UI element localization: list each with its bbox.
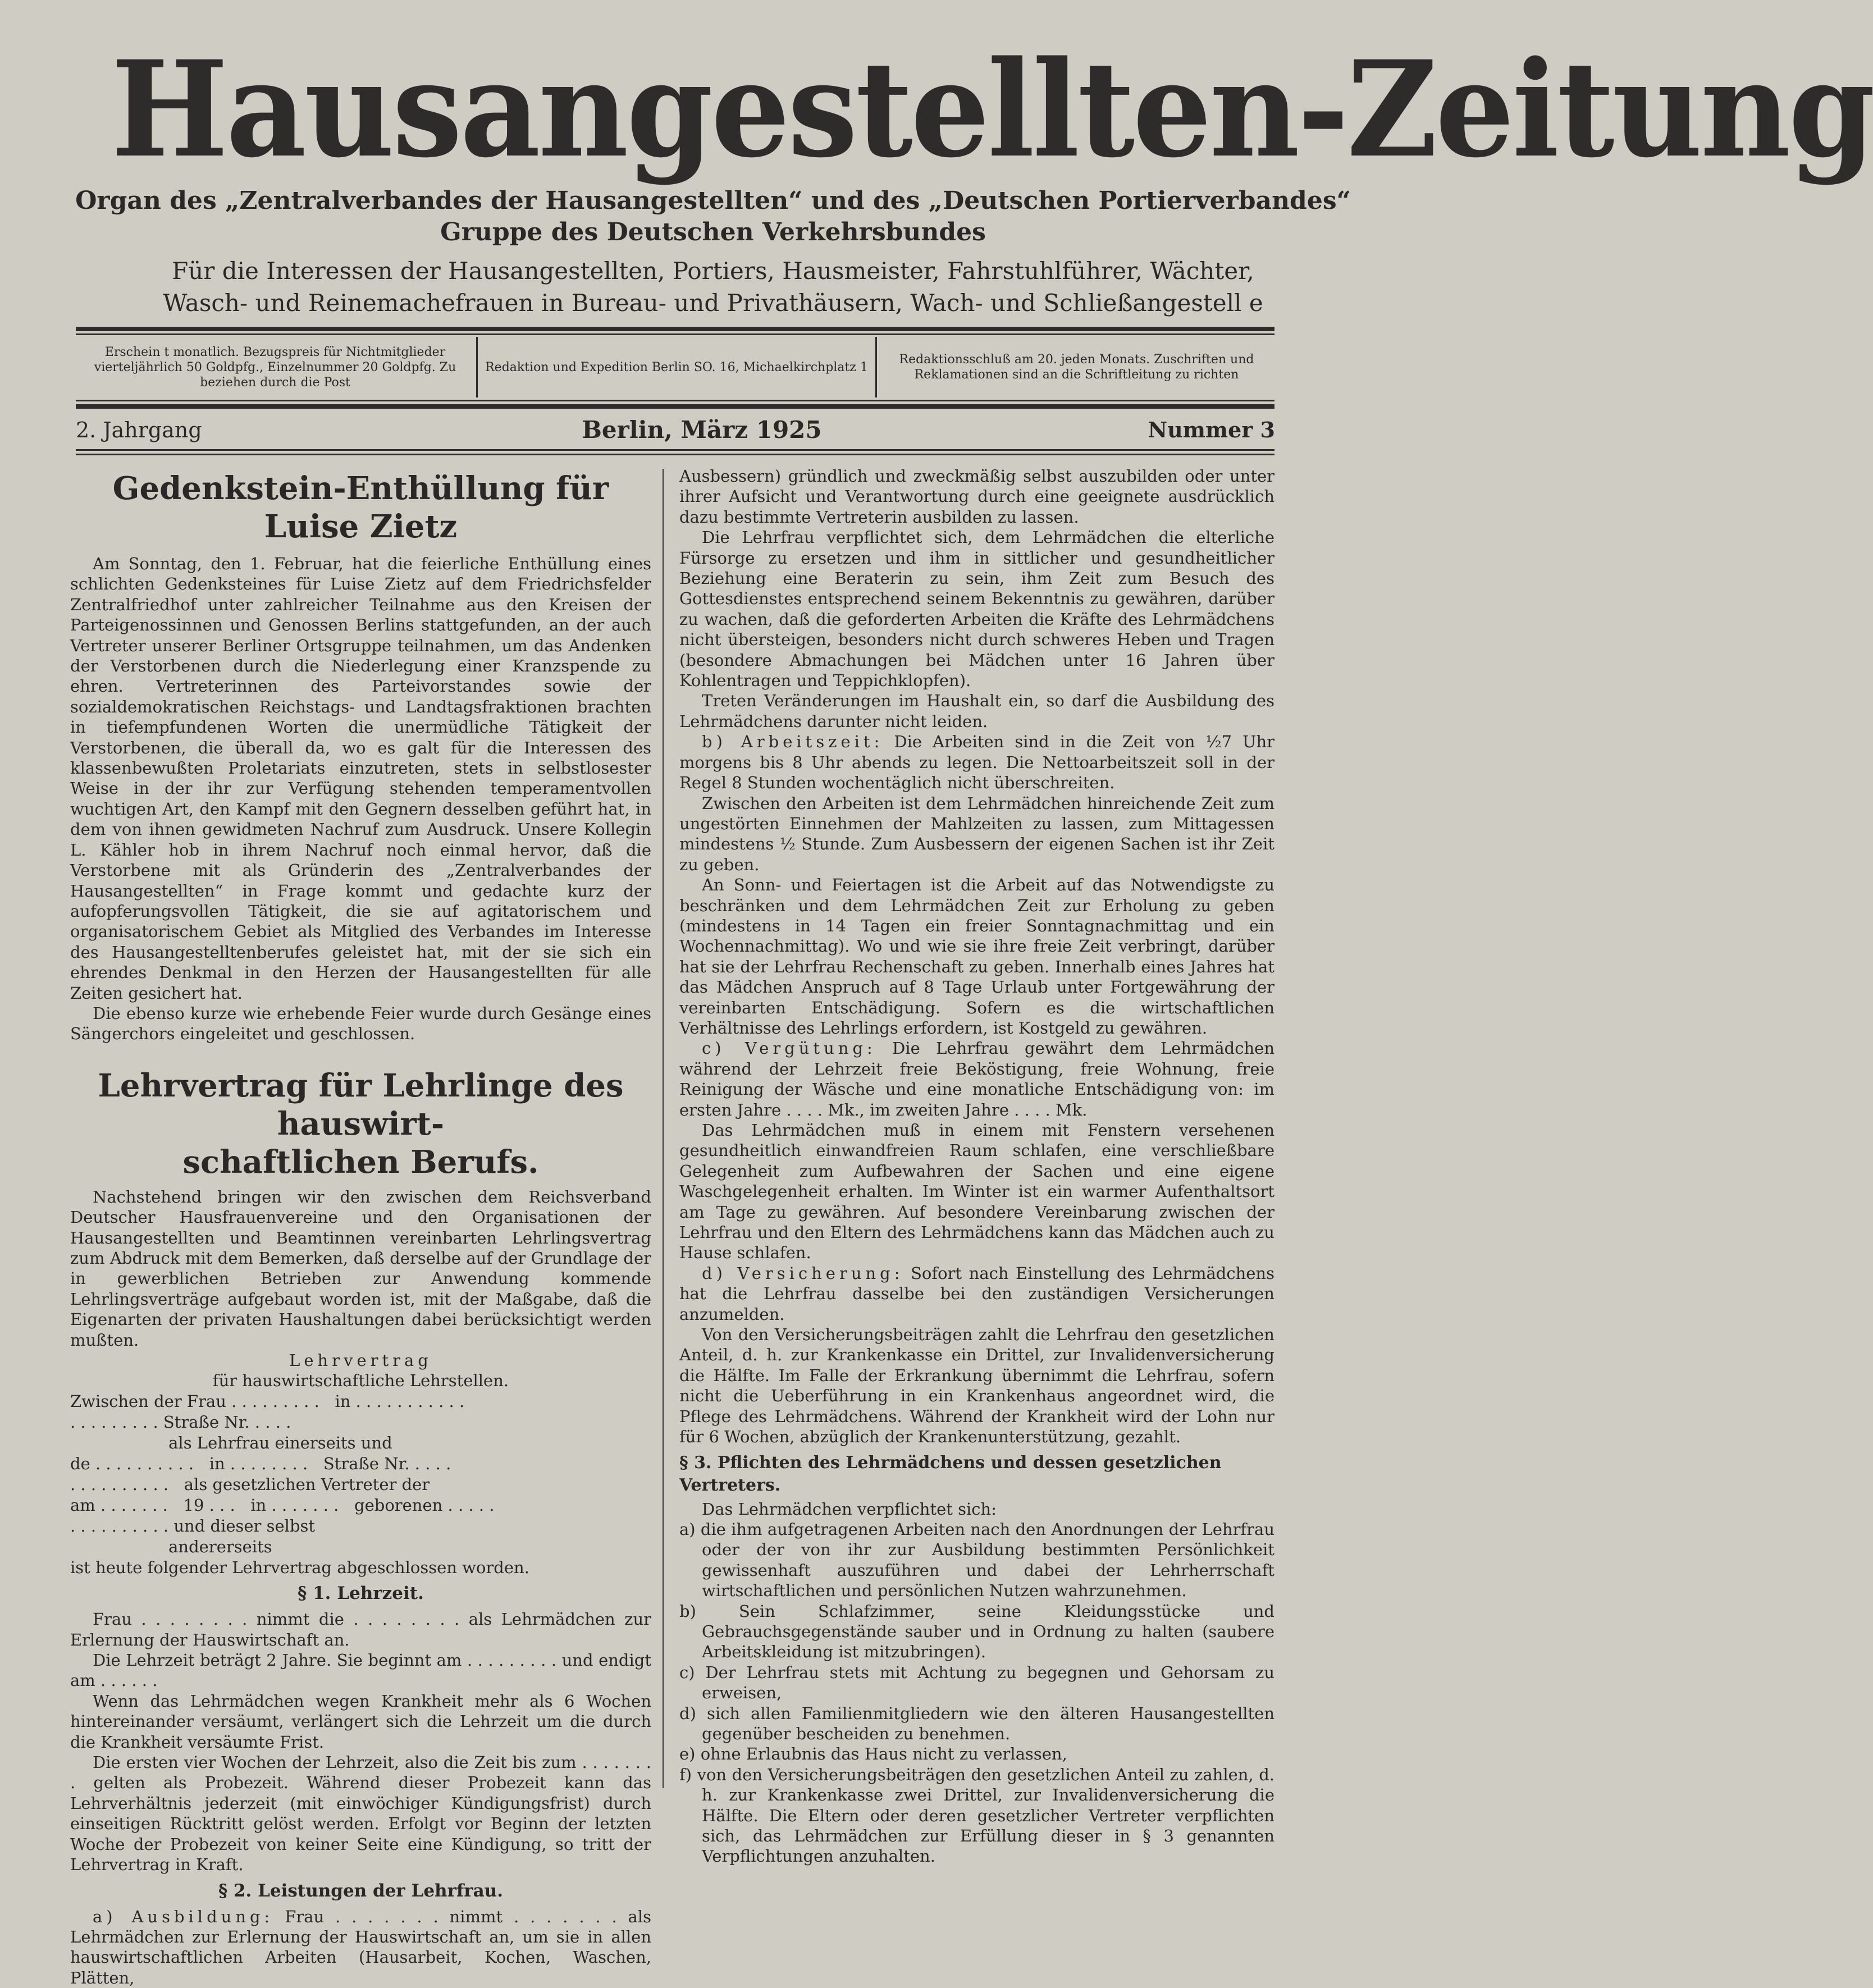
clause-label: c) Vergütung: — [702, 1039, 876, 1058]
clause-text: Die Arbeiten sind in die Zeit von ½7 Uhr morgens bis 8 Uhr abends zu legen. Die Nettoarbeitszeit soll in der Regel 8 Stunden wochentäglich nicht überschreiten. — [679, 732, 1274, 792]
form-line: als Lehrfrau einerseits und — [70, 1433, 651, 1454]
form-line: andererseits — [70, 1537, 651, 1557]
info-divider — [875, 337, 877, 397]
contract-subtitle: für hauswirtschaftliche Lehrstellen. — [70, 1370, 651, 1391]
interests-line-1: Für die Interessen der Hausangestellten, Portiers, Hausmeister, Fahrstuhlführer, Wächter, — [67, 255, 1359, 287]
article-paragraph: Nachstehend bringen wir den zwischen dem Reichsverband Deutscher Hausfrauenvereine und den Organisationen der Hausangestellten und Beamtinnen vereinbarten Lehrlingsvertrag zum Abdruck mit dem Bemerken, daß derselbe auf der Grundlage der in gewerblichen Betrieben zur Anwendung kommende Lehrlingsverträge aufgebaut worden ist, mit der Maßgabe, daß die Eigenarten der privaten Haushaltungen dabei berücksichtigt werden mußten. — [70, 1187, 651, 1350]
form-line: . . . . . . . . . . und dieser selbst — [70, 1516, 651, 1537]
section-heading: § 1. Lehrzeit. — [70, 1581, 651, 1606]
left-column — [70, 466, 651, 1988]
obligation-item: a) die ihm aufgetragenen Arbeiten nach den Anordnungen der Lehrfrau oder der von ihr zur Ausbildung bestimmten Persönlichkeit gewissenhaft auszuführen und dabei der Lehrherrschaft wirtschaftlichen und persönlichen Nutzen wahrzunehmen. — [679, 1519, 1274, 1601]
obligation-item: d) sich allen Familienmitgliedern wie den älteren Hausangestellten gegenüber bescheiden zu benehmen. — [679, 1703, 1274, 1744]
clause-label: d) Versicherung: — [702, 1264, 904, 1283]
right-column — [679, 466, 1274, 1867]
newspaper-title: Hausangestellten-Zeitung — [111, 22, 1304, 196]
contract-title: Lehrvertrag — [70, 1350, 651, 1370]
form-line: Zwischen der Frau . . . . . . . . . in . . . . . . . . . . . — [70, 1391, 651, 1412]
section-paragraph: Wenn das Lehrmädchen wegen Krankheit mehr als 6 Wochen hintereinander versäumt, verlängert sich die Lehrzeit um die durch die Krankheit versäumte Frist. — [70, 1691, 651, 1752]
article-paragraph: An Sonn- und Feiertagen ist die Arbeit auf das Notwendigste zu beschränken und dem Lehrmädchen Zeit zur Erholung zu geben (mindestens in 14 Tagen ein freier Sonntagnachmittag und ein Wochennachmittag). Wo und wie sie ihre freie Zeit verbringt, darüber hat sie der Lehrfrau Rechenschaft zu geben. Innerhalb eines Jahres hat das Mädchen Anspruch auf 8 Tage Urlaub unter Fortgewährung der vereinbarten Entschädigung. Sofern es die wirtschaftlichen Verhältnisse des Lehrlings erfordern, ist Kostgeld zu gewähren. — [679, 875, 1274, 1038]
editorial-office-info: Redaktion und Expedition Berlin SO. 16, Michaelkirchplatz 1 — [480, 337, 873, 397]
form-line: . . . . . . . . . . als gesetzlichen Vertreter der — [70, 1474, 651, 1495]
section-heading: § 3. Pflichten des Lehrmädchens und dessen gesetzlichen Vertreters. — [679, 1452, 1274, 1497]
form-end: ist heute folgender Lehrvertrag abgeschlossen worden. — [70, 1557, 651, 1578]
section-intro: Das Lehrmädchen verpflichtet sich: — [679, 1499, 1274, 1519]
infobox-bottom-rule-thick — [76, 404, 1274, 409]
infobox-bottom-rule — [76, 400, 1274, 401]
article-paragraph: Die Lehrfrau verpflichtet sich, dem Lehrmädchen die elterliche Fürsorge zu ersetzen und ihm in sittlicher und gesundheitlicher Beziehung eine Beraterin zu sein, ihm Zeit zum Besuch des Gottesdienstes entsprechend seinem Bekenntnis zu gewähren, darüber zu wachen, daß die geforderten Arbeiten die Kräfte des Lehrmädchens nicht übersteigen, besonders nicht durch schweres Heben und Tragen (besondere Abmachungen bei Mädchen unter 16 Jahren über Kohlentragen und Teppichklopfen). — [679, 527, 1274, 691]
deadline-info: Redaktionsschluß am 20. jeden Monats. Zuschriften und Reklamationen sind an die Schriftleitung zu richten — [879, 337, 1274, 397]
form-line: am . . . . . . . 19 . . . in . . . . . . . geborenen . . . . . — [70, 1495, 651, 1516]
article-headline: Lehrvertrag für Lehrlinge des hauswirt- — [70, 1067, 651, 1143]
obligation-item: e) ohne Erlaubnis das Haus nicht zu verlassen, — [679, 1744, 1274, 1764]
article-paragraph: Die ebenso kurze wie erhebende Feier wurde durch Gesänge eines Sängerchors eingeleitet und geschlossen. — [70, 1003, 651, 1044]
obligation-item: f) von den Versicherungsbeiträgen den gesetzlichen Anteil zu zahlen, d. h. zur Krankenkasse zwei Drittel, zur Invalidenversicherung die Hälfte. Die Eltern oder deren gesetzlicher Vertreter verpflichten sich, das Lehrmädchen zur Erfüllung dieser in § 3 genannten Verpflichtungen anzuhalten. — [679, 1765, 1274, 1867]
obligation-item: b) Sein Schlafzimmer, seine Kleidungsstücke und Gebrauchsgegenstände sauber und in Ordnung zu halten (saubere Arbeitskleidung ist mitzubringen). — [679, 1601, 1274, 1662]
interests-line-2: Wasch- und Reinemachefrauen in Bureau- und Privathäusern, Wach- und Schließangestell e — [67, 287, 1359, 319]
masthead-top-rule-thin — [76, 333, 1274, 335]
info-divider — [476, 337, 478, 397]
article-paragraph: Ausbessern) gründlich und zweckmäßig selbst auszubilden oder unter ihrer Aufsicht und Verantwortung durch eine geeignete ausdrücklich dazu bestimmte Vertreterin ausbilden zu lassen. — [679, 466, 1274, 527]
article-paragraph — [679, 1263, 1274, 1324]
place-date: Berlin, März 1925 — [505, 414, 898, 446]
publication-info-box — [76, 337, 1274, 397]
subscription-info: Erschein t monatlich. Bezugspreis für Nichtmitglieder vierteljährlich 50 Goldpfg., Einzelnummer 20 Goldpfg. Zu beziehen durch die Post — [76, 337, 474, 397]
organ-subline: Gruppe des Deutschen Verkehrsbundes — [67, 217, 1359, 248]
article-paragraph: Zwischen den Arbeiten ist dem Lehrmädchen hinreichende Zeit zum ungestörten Einnehmen der Mahlzeiten zu lassen, zum Mittagessen mindestens ½ Stunde. Zum Ausbessern der eigenen Sachen ist ihr Zeit zu geben. — [679, 793, 1274, 875]
article-paragraph: Das Lehrmädchen muß in einem mit Fenstern versehenen gesundheitlich einwandfreien Raum schlafen, eine verschließbare Gelegenheit zum Aufbewahren der Sachen und eine eigene Waschgelegenheit erhalten. Im Winter ist ein warmer Aufenthaltsort am Tage zu gewähren. Auf besondere Vereinbarung zwischen der Lehrfrau und den Eltern des Lehrmädchens kann das Mädchen auch zu Hause schlafen. — [679, 1120, 1274, 1263]
dateline-rule — [76, 449, 1274, 451]
clause-text: Die Lehrfrau gewährt dem Lehrmädchen während der Lehrzeit freie Beköstigung, freie Wohnung, freie Reinigung der Wäsche und eine monatliche Entschädigung von: im ersten Jahre . . . . Mk., im zweiten Jahre . . . . Mk. — [679, 1039, 1274, 1119]
article-paragraph: Treten Veränderungen im Haushalt ein, so darf die Ausbildung des Lehrmädchens darunter nicht leiden. — [679, 691, 1274, 732]
column-divider — [663, 469, 664, 1788]
volume-label: 2. Jahrgang — [76, 414, 202, 446]
section-paragraph: Die Lehrzeit beträgt 2 Jahre. Sie beginnt am . . . . . . . . . und endigt am . . . . . . — [70, 1650, 651, 1691]
article-headline: Gedenkstein-Enthüllung für Luise Zietz — [70, 469, 651, 546]
form-line: de . . . . . . . . . . in . . . . . . . . Straße Nr. . . . . — [70, 1454, 651, 1474]
article-paragraph: Von den Versicherungsbeiträgen zahlt die Lehrfrau den gesetzlichen Anteil, d. h. zur Krankenkasse ein Drittel, zur Invalidenversicherung die Hälfte. Im Falle der Erkrankung übernimmt die Lehrfrau, sofern nicht die Ueberführung in ein Krankenhaus angeordnet wird, die Pflege des Lehrmädchens. Während der Krankheit wird der Lohn nur für 6 Wochen, abzüglich der Krankenunterstützung, gezahlt. — [679, 1324, 1274, 1447]
article-paragraph — [679, 1038, 1274, 1120]
section-paragraph: Frau . . . . . . . . nimmt die . . . . . . . . als Lehrmädchen zur Erlernung der Hauswirtschaft an. — [70, 1609, 651, 1650]
dateline-rule-2 — [76, 454, 1274, 455]
obligation-item: c) Der Lehrfrau stets mit Achtung zu begegnen und Gehorsam zu erweisen, — [679, 1662, 1274, 1703]
section-paragraph: Die ersten vier Wochen der Lehrzeit, also die Zeit bis zum . . . . . . . . gelten als Probezeit. Während dieser Probezeit kann das Lehrverhältnis jederzeit (mit einwöchiger Kündigungsfrist) durch einseitigen Rücktritt gelöst werden. Erfolgt vor Beginn der letzten Woche der Probezeit von keiner Seite eine Kündigung, so tritt der Lehrvertrag in Kraft. — [70, 1752, 651, 1875]
form-line: . . . . . . . . . Straße Nr. . . . . — [70, 1412, 651, 1433]
article-headline-cont: schaftlichen Berufs. — [70, 1143, 651, 1181]
issue-number: Nummer 3 — [1148, 414, 1275, 446]
article-paragraph — [679, 732, 1274, 793]
section-heading: § 2. Leistungen der Lehrfrau. — [70, 1879, 651, 1903]
section-paragraph — [70, 1907, 651, 1988]
masthead-top-rule — [76, 327, 1274, 331]
clause-text: Frau . . . . . . . nimmt . . . . . . . als Lehrmädchen zur Erlernung der Hauswirtschaft an, um sie in allen hauswirtschaftlichen Arbeiten (Hausarbeit, Kochen, Waschen, Plätten, — [70, 1907, 651, 1987]
organ-line: Organ des „Zentralverbandes der Hausangestellten“ und des „Deutschen Portierverbandes“ — [67, 185, 1359, 217]
clause-label: a) Ausbildung: — [93, 1907, 273, 1926]
clause-text: Sofort nach Einstellung des Lehrmädchens hat die Lehrfrau dasselbe bei den zuständigen Versicherungen anzumelden. — [679, 1264, 1274, 1324]
article-paragraph: Am Sonntag, den 1. Februar, hat die feierliche Enthüllung eines schlichten Gedenksteines für Luise Zietz auf dem Friedrichsfelder Zentralfriedhof unter zahlreicher Teilnahme aus den Kreisen der Parteigenossinnen und Genossen Berlins stattgefunden, an der auch Vertreter unserer Berliner Ortsgruppe teilnahmen, um das Andenken der Verstorbenen durch die Niederlegung einer Kranzspende zu ehren. Vertreterinnen des Parteivorstandes sowie der sozialdemokratischen Reichstags- und Landtagsfraktionen brachten in tiefempfundenen Worten die unermüdliche Tätigkeit der Verstorbenen, die überall da, wo es galt für die Interessen des klassenbewußten Proletariats einzutreten, stets in selbstlosester Weise in der ihr zur Verfügung stehenden temperamentvollen wuchtigen Art, den Kampf mit den Gegnern desselben geführt hat, in dem von ihnen gewidmeten Nachruf zum Ausdruck. Unsere Kollegin L. Kähler hob in ihrem Nachruf noch einmal hervor, daß die Verstorbene mit als Gründerin des „Zentralverbandes der Hausangestellten“ in Frage kommt und gedachte kurz der aufopferungsvollen Tätigkeit, die sie auf agitatorischem und organisatorischem Gebiet als Mitglied des Verbandes im Interesse des Hausangestelltenberufes geleistet hat, mit der sie sich ein ehrendes Denkmal in den Herzen der Hausangestellten für alle Zeiten gesichert hat. — [70, 554, 651, 1003]
clause-label: b) Arbeitszeit: — [702, 732, 883, 751]
